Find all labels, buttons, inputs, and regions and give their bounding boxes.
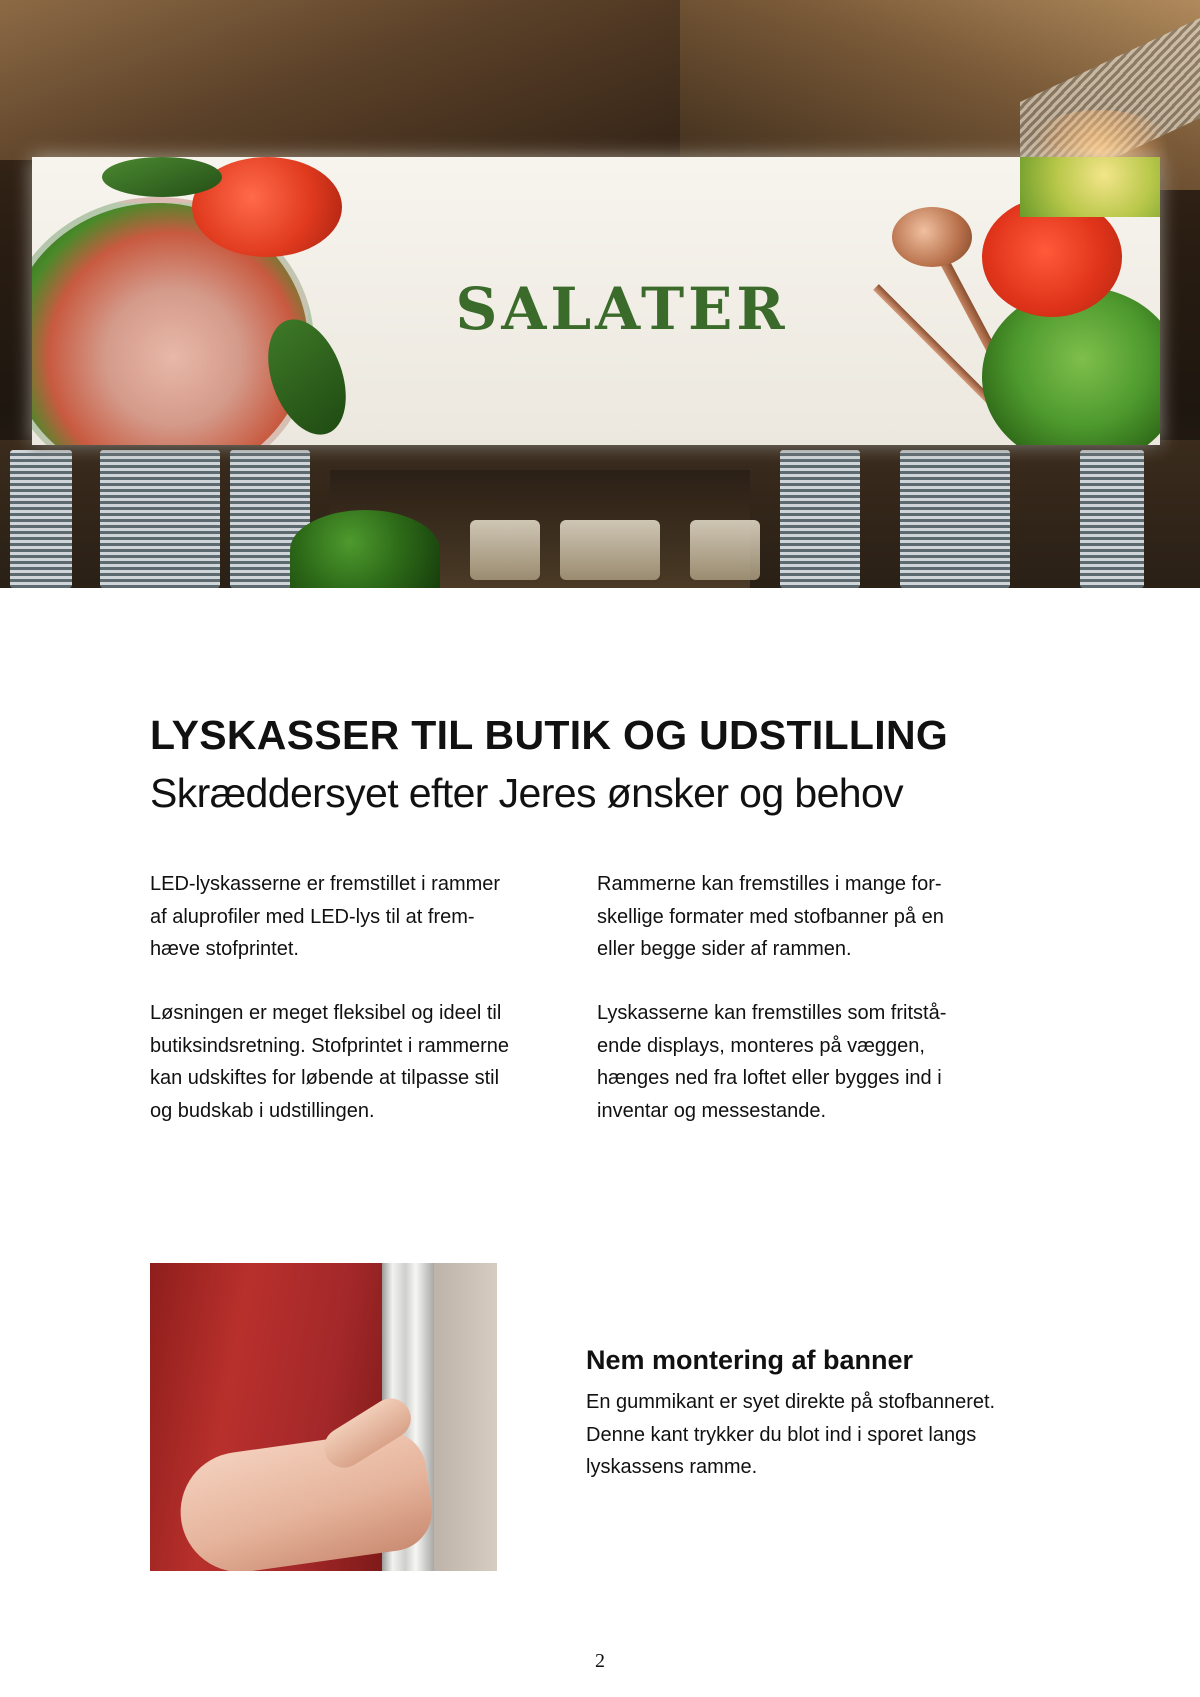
salad-lightbox-sign [32,157,1160,445]
paragraph-left-1: LED-lyskasserne er fremstillet i rammer af aluprofiler med LED-lys til at frem- hæve stofprintet. [150,873,501,960]
dessert-stand [560,520,660,580]
copper-spoon [892,207,972,267]
mounting-text: En gummikant er syet direkte på stofbanneret. Denne kant trykker du blot ind i sporet langs lyskassens ramme. [586,1391,996,1478]
page-number: 2 [595,1650,605,1672]
paragraph-right-1: Rammerne kan fremstilles i mange for- skellige formater med stofbanner på en eller begge sider af rammen. [597,873,944,960]
plate-stack [10,450,72,588]
banner-mounting-photo [150,1263,497,1571]
plate-stack [780,450,860,588]
paragraph-right-2: Lyskasserne kan fremstilles som fritstå- ende displays, monteres på væggen, hænges ned fra loftet eller bygges ind i inventar og messestande. [597,1002,947,1122]
leaf [102,157,222,197]
mounting-title: Nem montering af banner [586,1345,914,1375]
page-subtitle: Skræddersyet efter Jeres ønsker og behov [150,770,904,816]
plate-stack [100,450,220,588]
plate-stack [1080,450,1144,588]
plate-stack [900,450,1010,588]
sign-title: SALATER [455,275,789,343]
dessert-stand [690,520,760,580]
dessert-stand [470,520,540,580]
hero-photo [0,0,1200,588]
page-title: LYSKASSER TIL BUTIK OG UDSTILLING [150,712,949,758]
salad-dish [1020,157,1160,217]
wall [434,1263,497,1571]
ceiling [0,0,760,160]
paragraph-left-2: Løsningen er meget fleksibel og ideel til butiksindsretning. Stofprintet i rammerne kan udskiftes for løbende at tilpasse stil og budskab i udstillingen. [150,1002,510,1122]
plant [290,510,440,588]
